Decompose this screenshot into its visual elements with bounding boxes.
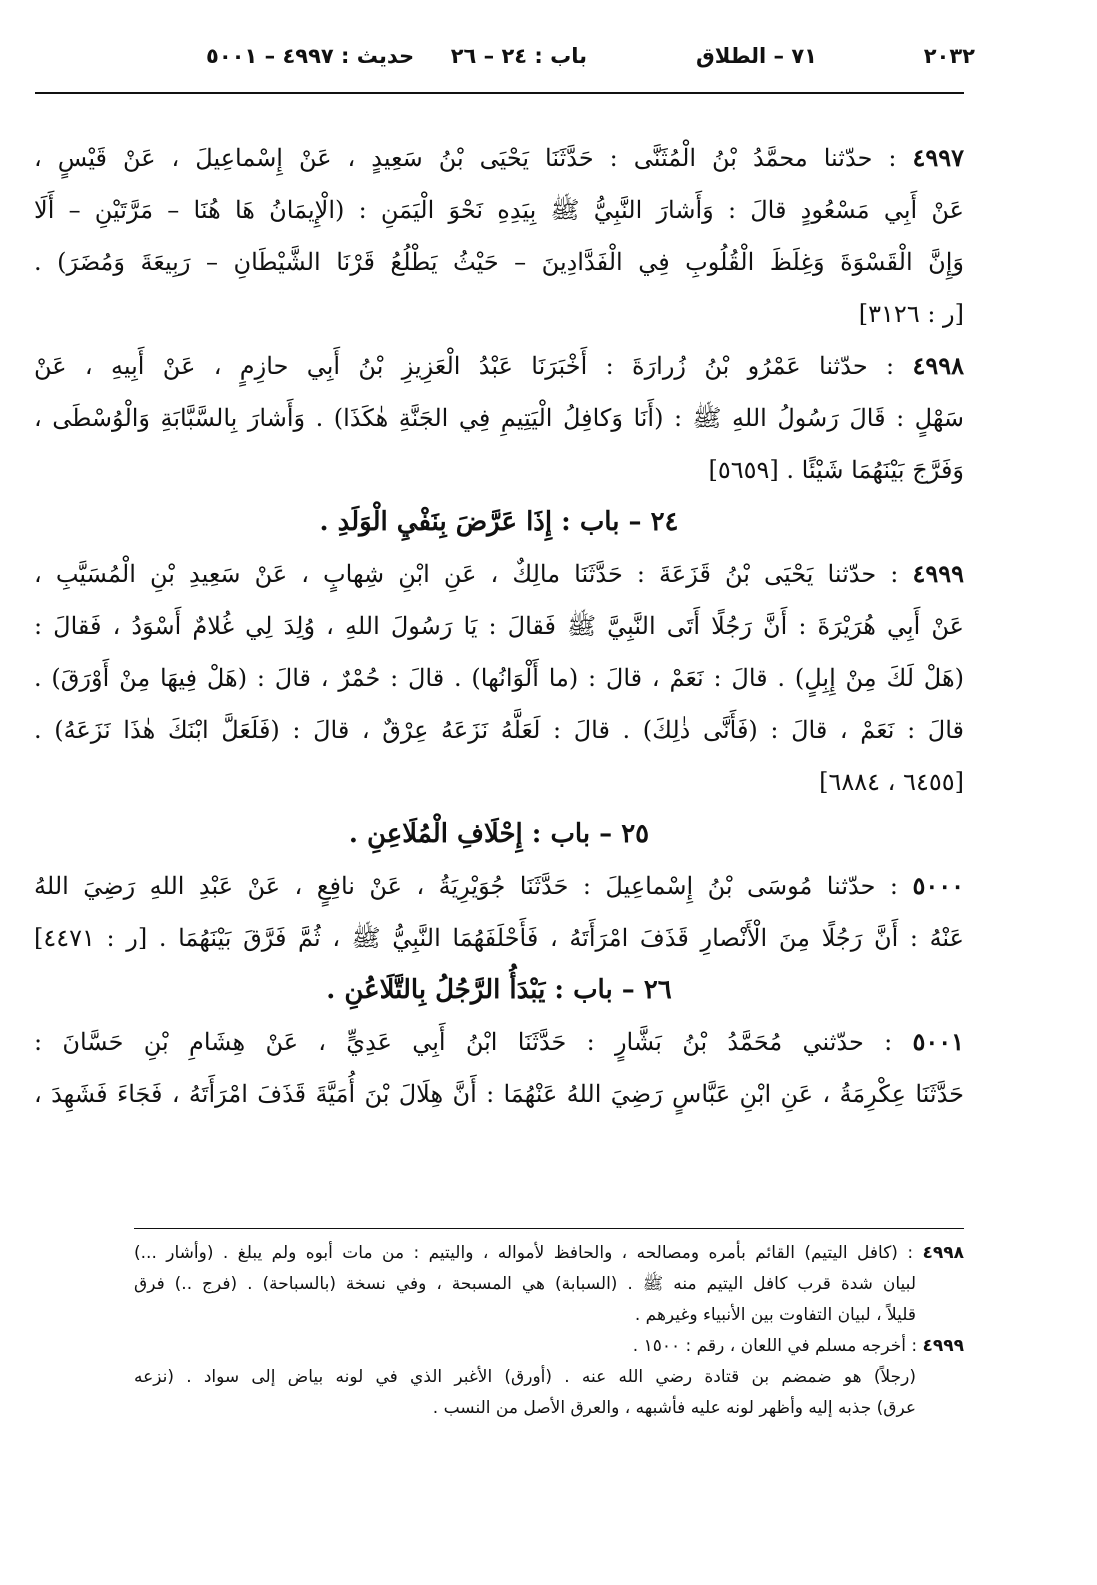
hadith-number: ٥٠٠٠ bbox=[912, 871, 964, 900]
footnote-divider bbox=[134, 1228, 964, 1229]
bab-range: باب : ٢٤ – ٢٦ bbox=[450, 44, 587, 68]
hadith-4998 bbox=[34, 340, 964, 496]
footnote-4999 bbox=[134, 1331, 964, 1424]
hadith-number: ٥٠٠١ bbox=[912, 1027, 964, 1056]
footnote-line: ٤٩٩٩ : أخرجه مسلم في اللعان ، رقم : ١٥٠٠ . bbox=[632, 1336, 964, 1356]
hadith-line: وَفَرَّجَ بَيْنَهُمَا شَيْئًا . [٥٦٥٩] bbox=[708, 456, 964, 484]
hadith-reference: [ر : ٣١٢٦] bbox=[858, 300, 964, 328]
hadith-line: ٤٩٩٧ : حدّثنا محمَّدُ بْنُ الْمُثَنَّى : حَدَّثَنَا يَحْيَى بْنُ سَعِيدٍ ، عَنْ إِسْماعِيلَ ، عَنْ قَيْسٍ ، bbox=[34, 143, 964, 172]
footnote-line: عرق) جذبه إليه وأظهر لونه عليه فأشبهه ، والعرق الأصل من النسب . bbox=[432, 1398, 916, 1418]
hadith-number: ٤٩٩٩ bbox=[912, 559, 964, 588]
hadith-line: ٤٩٩٩ : حدّثنا يَحْيَى بْنُ قَزَعَةَ : حَدَّثَنَا مالِكٌ ، عَنِ ابْنِ شِهابٍ ، عَنْ سَعِيدِ بْنِ الْمُسَيَّبِ ، bbox=[34, 559, 964, 588]
bab-hadith-range bbox=[206, 44, 587, 68]
footnote-number: ٤٩٩٨ bbox=[922, 1243, 964, 1263]
hadith-range: حديث : ٤٩٩٧ – ٥٠٠١ bbox=[206, 44, 415, 68]
hadith-line: ٤٩٩٨ : حدّثنا عَمْرُو بْنُ زُرارَةَ : أَخْبَرَنَا عَبْدُ الْعَزِيزِ بْنُ أَبِي حازِمٍ ، عَنْ أَبِيهِ ، عَنْ bbox=[34, 351, 964, 380]
hadith-line: ٥٠٠١ : حدّثني مُحَمَّدُ بْنُ بَشَّارٍ : حَدَّثَنَا ابْنُ أَبِي عَدِيٍّ ، عَنْ هِشَامِ بْنِ حَسَّانَ : bbox=[34, 1027, 964, 1056]
hadith-4999 bbox=[34, 548, 964, 808]
hadith-5001 bbox=[34, 1016, 964, 1120]
footnote-4998 bbox=[134, 1238, 964, 1331]
footnote-line: قليلاً ، لبيان التفاوت بين الأنبياء وغيرهم . bbox=[634, 1305, 916, 1325]
hadith-number: ٤٩٩٨ bbox=[912, 351, 964, 380]
hadith-line: وَإِنَّ الْقَسْوَةَ وَغِلَظَ الْقُلُوبِ فِي الْفَدَّادِينَ – حَيْثُ يَطْلُعُ قَرْنَا الشَّيْطَانِ – رَبِيعَةَ وَمُضَرَ) . bbox=[34, 248, 964, 276]
footnotes bbox=[134, 1238, 964, 1424]
footnote-line: (رجلاً) هو ضمضم بن قتادة رضي الله عنه . (أورق) الأغبر الذي في لونه بياض إلى سواد . (نزعه bbox=[134, 1367, 916, 1387]
footnote-line: لبيان شدة قرب كافل اليتيم منه ﷺ . (السبابة) هي المسبحة ، وفي نسخة (بالسباحة) . (فرج ..) فرق bbox=[134, 1274, 916, 1294]
hadith-number: ٤٩٩٧ bbox=[912, 143, 964, 172]
hadith-line: حَدَّثَنَا عِكْرِمَةُ ، عَنِ ابْنِ عَبَّاسٍ رَضِيَ اللهُ عَنْهُمَا : أَنَّ هِلَالَ بْنَ أُمَيَّةَ قَذَفَ امْرَأَتَهُ ، فَجَاءَ فَشَهِدَ ، bbox=[34, 1080, 964, 1108]
hadith-5000 bbox=[34, 860, 964, 964]
hadith-line: (هَلْ لَكَ مِنْ إِبِلٍ) . قالَ : نَعَمْ ، قالَ : (ما أَلْوَانُها) . قالَ : حُمْرٌ ، قالَ : (هَلْ فِيهَا مِنْ أَوْرَقَ) . bbox=[34, 664, 964, 692]
hadith-reference: [٦٤٥٥ ، ٦٨٨٤] bbox=[819, 768, 964, 796]
running-header bbox=[170, 44, 975, 84]
hadith-line: عَنْهُ : أَنَّ رَجُلًا مِنَ الْأَنْصارِ قَذَفَ امْرَأَتَهُ ، فَأَحْلَفَهُمَا النَّبِيُّ ﷺ ، ثُمَّ فَرَّقَ بَيْنَهُمَا . [ر : ٤٤٧١] bbox=[34, 924, 964, 952]
hadith-line: سَهْلٍ : قَالَ رَسُولُ اللهِ ﷺ : (أَنَا وَكافِلُ الْيَتِيمِ فِي الجَنَّةِ هٰكَذَا) . وَأَشارَ بِالسَّبَّابَةِ وَالْوُسْطَى ، bbox=[34, 404, 964, 432]
header-divider bbox=[35, 92, 964, 94]
footnote-number: ٤٩٩٩ bbox=[922, 1336, 964, 1356]
hadith-4997 bbox=[34, 132, 964, 340]
main-text bbox=[34, 132, 964, 1120]
hadith-line: عَنْ أَبِي مَسْعُودٍ قالَ : وَأَشارَ النَّبِيُّ ﷺ بِيَدِهِ نَحْوَ الْيَمَنِ : (الْإِيمَانُ هَا هُنَا – مَرَّتَيْنِ – أَلَا bbox=[34, 196, 964, 224]
bab-heading-24: ٢٤ – باب : إِذَا عَرَّضَ بِنَفْيِ الْوَلَدِ . bbox=[319, 507, 679, 537]
book-title: ٧١ – الطلاق bbox=[695, 44, 817, 68]
bab-heading-26: ٢٦ – باب : يَبْدَأُ الرَّجُلُ بِالتَّلَاعُنِ . bbox=[326, 975, 672, 1005]
bab-heading-25: ٢٥ – باب : إِحْلَافِ الْمُلَاعِنِ . bbox=[348, 819, 650, 849]
footnote-line: ٤٩٩٨ : (كافل اليتيم) القائم بأمره ومصالحه ، والحافظ لأمواله ، واليتيم : من مات أبوه ولم يبلغ . (وأشار ...) bbox=[134, 1243, 964, 1263]
hadith-line: قالَ : نَعَمْ ، قالَ : (فَأَنَّى ذٰلِكَ) . قالَ : لَعَلَّهُ نَزَعَهُ عِرْقٌ ، قالَ : (فَلَعَلَّ ابْنَكَ هٰذَا نَزَعَهُ) . bbox=[34, 716, 964, 744]
hadith-line: ٥٠٠٠ : حدّثنا مُوسَى بْنُ إِسْماعِيلَ : حَدَّثَنَا جُوَيْرِيَةُ ، عَنْ نافِعٍ ، عَنْ عَبْدِ اللهِ رَضِيَ اللهُ bbox=[34, 871, 964, 900]
hadith-line: عَنْ أَبِي هُرَيْرَةَ : أَنَّ رَجُلًا أَتَى النَّبِيَّ ﷺ فَقالَ : يَا رَسُولَ اللهِ ، وُلِدَ لِي غُلامٌ أَسْوَدُ ، فَقالَ : bbox=[34, 612, 964, 640]
page-number: ٢٠٣٢ bbox=[923, 44, 975, 68]
